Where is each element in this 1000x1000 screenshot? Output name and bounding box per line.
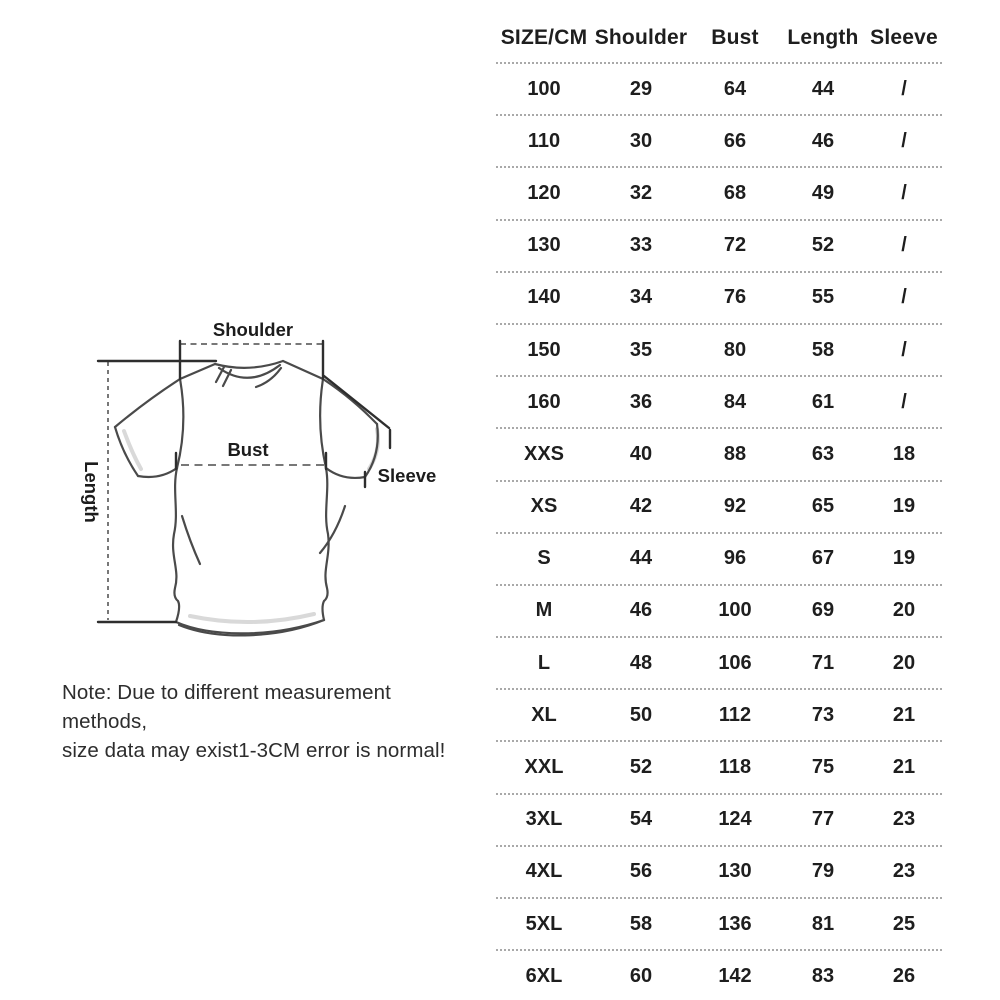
column-header-shoulder: Shoulder [594, 26, 688, 49]
column-header-size: SIZE/CM [500, 26, 588, 49]
value-cell: / [901, 390, 907, 413]
value-cell: 21 [892, 756, 916, 779]
table-row [496, 429, 942, 481]
size-cell: 140 [527, 286, 561, 309]
value-cell: 118 [718, 756, 752, 779]
value-cell: 30 [629, 129, 653, 152]
value-cell: 100 [718, 599, 752, 622]
shoulder-label: Shoulder [212, 319, 294, 340]
size-cell: 110 [527, 129, 561, 152]
value-cell: 46 [811, 129, 835, 152]
size-cell: 5XL [525, 912, 563, 935]
value-cell: 19 [892, 495, 916, 518]
value-cell: 52 [629, 756, 653, 779]
table-row [496, 168, 942, 220]
table-row [496, 638, 942, 690]
value-cell: 52 [811, 234, 835, 257]
value-cell: 44 [629, 547, 653, 570]
value-cell: 21 [892, 703, 916, 726]
value-cell: 29 [629, 77, 653, 100]
size-cell: 3XL [525, 808, 563, 831]
size-cell: S [537, 547, 551, 570]
value-cell: 36 [629, 390, 653, 413]
sleeve-label: Sleeve [377, 465, 437, 486]
value-cell: 77 [811, 808, 835, 831]
value-cell: 19 [892, 547, 916, 570]
value-cell: / [901, 338, 907, 361]
value-cell: 136 [718, 912, 752, 935]
table-row [496, 116, 942, 168]
table-header-row [496, 14, 942, 64]
tshirt-measurement-diagram [40, 298, 460, 663]
value-cell: 81 [811, 912, 835, 935]
value-cell: 124 [718, 808, 752, 831]
value-cell: 68 [723, 181, 747, 204]
value-cell: / [901, 129, 907, 152]
table-row [496, 534, 942, 586]
size-cell: 6XL [525, 964, 563, 987]
value-cell: 75 [811, 756, 835, 779]
value-cell: 66 [723, 129, 747, 152]
value-cell: 44 [811, 77, 835, 100]
size-cell: 100 [527, 77, 561, 100]
value-cell: 64 [723, 77, 747, 100]
size-cell: 120 [527, 181, 561, 204]
value-cell: 18 [892, 442, 916, 465]
value-cell: 34 [629, 286, 653, 309]
value-cell: 112 [718, 703, 752, 726]
value-cell: 26 [892, 964, 916, 987]
value-cell: 54 [629, 808, 653, 831]
table-body [496, 64, 942, 1000]
value-cell: 88 [723, 442, 747, 465]
bust-label: Bust [227, 439, 269, 460]
size-cell: XXL [524, 756, 564, 779]
value-cell: 58 [629, 912, 653, 935]
tshirt-outline [115, 361, 378, 635]
value-cell: 23 [892, 808, 916, 831]
value-cell: 32 [629, 181, 653, 204]
value-cell: 20 [892, 651, 916, 674]
value-cell: 48 [629, 651, 653, 674]
table-row [496, 482, 942, 534]
table-row [496, 221, 942, 273]
value-cell: 40 [629, 442, 653, 465]
note-line-2: size data may exist1-3CM error is normal! [62, 739, 446, 762]
note-text [62, 678, 462, 765]
value-cell: 130 [718, 860, 752, 883]
size-cell: 150 [527, 338, 561, 361]
value-cell: / [901, 77, 907, 100]
value-cell: 71 [811, 651, 835, 674]
sleeve-measure-line [324, 376, 389, 428]
table-row [496, 742, 942, 794]
table-row [496, 795, 942, 847]
length-label: Length [81, 461, 102, 523]
value-cell: 49 [811, 181, 835, 204]
size-cell: 130 [527, 234, 561, 257]
value-cell: 76 [723, 286, 747, 309]
table-row [496, 64, 942, 116]
value-cell: 79 [811, 860, 835, 883]
value-cell: 56 [629, 860, 653, 883]
value-cell: 72 [723, 234, 747, 257]
value-cell: 46 [629, 599, 653, 622]
value-cell: / [901, 181, 907, 204]
column-header-sleeve: Sleeve [870, 26, 938, 49]
note-line-1: Note: Due to different measurement methods, [62, 681, 391, 733]
value-cell: 35 [629, 338, 653, 361]
size-cell: XL [531, 703, 557, 726]
value-cell: 25 [892, 912, 916, 935]
value-cell: 50 [629, 703, 653, 726]
value-cell: 33 [629, 234, 653, 257]
value-cell: 23 [892, 860, 916, 883]
value-cell: / [901, 286, 907, 309]
value-cell: 20 [892, 599, 916, 622]
value-cell: 65 [811, 495, 835, 518]
size-cell: 160 [527, 390, 561, 413]
column-header-length: Length [787, 26, 859, 49]
value-cell: 63 [811, 442, 835, 465]
value-cell: 106 [718, 651, 752, 674]
size-cell: M [535, 599, 553, 622]
tshirt-collar [215, 361, 283, 387]
value-cell: 83 [811, 964, 835, 987]
size-cell: L [537, 651, 551, 674]
size-cell: 4XL [525, 860, 563, 883]
value-cell: 96 [723, 547, 747, 570]
value-cell: 69 [811, 599, 835, 622]
value-cell: 42 [629, 495, 653, 518]
value-cell: / [901, 234, 907, 257]
value-cell: 92 [723, 495, 747, 518]
size-cell: XXS [523, 442, 565, 465]
value-cell: 67 [811, 547, 835, 570]
table-row [496, 377, 942, 429]
value-cell: 55 [811, 286, 835, 309]
table-row [496, 847, 942, 899]
value-cell: 80 [723, 338, 747, 361]
table-row [496, 273, 942, 325]
table-row [496, 951, 942, 1000]
value-cell: 61 [811, 390, 835, 413]
value-cell: 142 [718, 964, 752, 987]
value-cell: 73 [811, 703, 835, 726]
size-table [496, 14, 942, 1000]
table-row [496, 899, 942, 951]
table-row [496, 690, 942, 742]
size-cell: XS [530, 495, 558, 518]
value-cell: 84 [723, 390, 747, 413]
table-row [496, 586, 942, 638]
value-cell: 60 [629, 964, 653, 987]
table-row [496, 325, 942, 377]
column-header-bust: Bust [711, 26, 759, 49]
value-cell: 58 [811, 338, 835, 361]
bust-measure [176, 439, 326, 469]
